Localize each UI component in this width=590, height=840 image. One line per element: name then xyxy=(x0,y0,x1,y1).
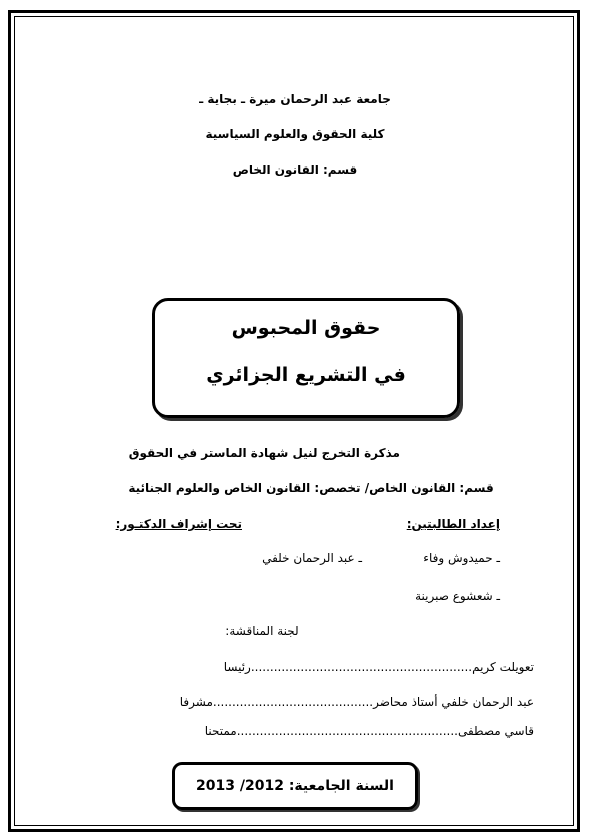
title-line-2: في التشريع الجزائري xyxy=(206,364,406,386)
department-name: قسم: القانون الخاص xyxy=(232,163,358,177)
committee-member-2 xyxy=(180,695,534,709)
member-name: عبد الرحمان خلفي أستاذ محاضر xyxy=(373,695,534,709)
student-name-2: ـ شعشوع صبرينة xyxy=(415,589,500,603)
dotted-leader: .......................................................... xyxy=(236,724,458,738)
member-role: رئيسا xyxy=(223,660,251,674)
member-role: مشرفا xyxy=(179,695,213,709)
member-name: قاسي مصطفى xyxy=(457,724,534,738)
committee-member-1 xyxy=(224,660,534,674)
member-name: تعويلت كريم xyxy=(472,660,534,674)
title-box xyxy=(152,298,460,418)
students-heading: إعداد الطالبتين: xyxy=(406,517,500,531)
academic-year-box xyxy=(172,762,418,810)
faculty-name: كلية الحقوق والعلوم السياسية xyxy=(205,127,385,141)
committee-member-3 xyxy=(205,724,534,738)
supervisor-name: ـ عبد الرحمان خلفي xyxy=(262,551,362,565)
member-role: ممتحنا xyxy=(204,724,237,738)
thesis-purpose: مذكرة التخرج لنيل شهادة الماستر في الحقوق xyxy=(128,446,400,460)
dotted-leader: .......................................... xyxy=(212,695,374,709)
student-name-1: ـ حميدوش وفاء xyxy=(423,551,500,565)
university-name: جامعة عبد الرحمان ميرة ـ بجاية ـ xyxy=(199,92,391,106)
dotted-leader: .......................................................... xyxy=(250,660,473,674)
title-line-1: حقوق المحبوس xyxy=(231,317,381,339)
supervisor-heading: تحت إشراف الدكتـور: xyxy=(115,517,242,531)
committee-heading: لجنة المناقشة: xyxy=(225,624,299,638)
academic-year: السنة الجامعية: 2012/ 2013 xyxy=(196,778,394,794)
thesis-specialty: قسم: القانون الخاص/ تخصص: القانون الخاص والعلوم الجنائية xyxy=(128,481,494,495)
